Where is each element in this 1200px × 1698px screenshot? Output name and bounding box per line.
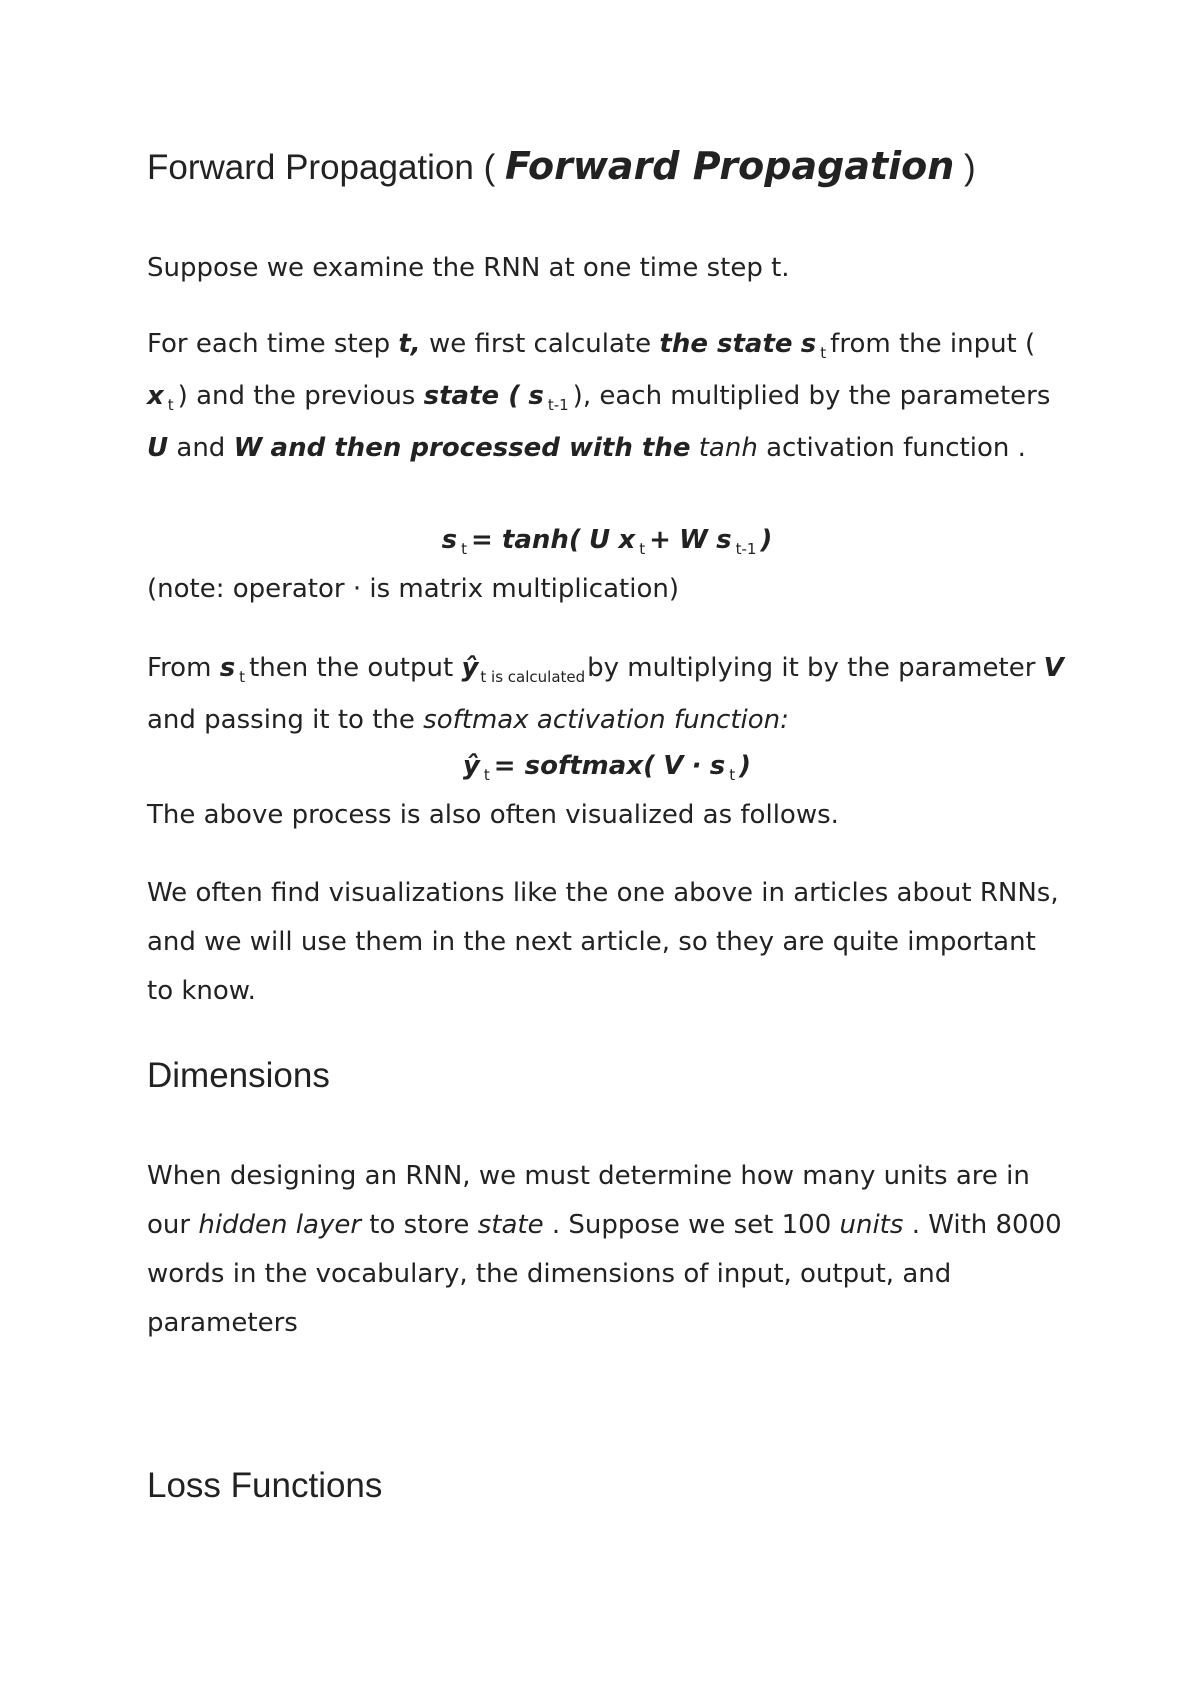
term-state: state: [477, 1210, 544, 1240]
subscript: t: [729, 766, 736, 784]
var-W: W: [679, 525, 708, 555]
text: . Suppose we set 100: [551, 1210, 832, 1240]
heading-close-paren: ): [964, 148, 976, 187]
formula-dot: ·: [691, 751, 702, 781]
paragraph-note: (note: operator · is matrix multiplication): [147, 574, 679, 604]
formula-plus: +: [649, 525, 671, 555]
var-s: s: [528, 381, 544, 411]
paragraph-state-calculation: [147, 320, 1067, 473]
paragraph-dimensions: [147, 1152, 1067, 1348]
text: to store: [369, 1210, 470, 1240]
text: by multiplying it by the parameter: [587, 653, 1036, 683]
formula-text: = tanh(: [471, 525, 581, 555]
text: and passing it to the: [147, 705, 415, 735]
var-x: x: [618, 525, 636, 555]
paragraph-output-calculation: [147, 644, 1067, 745]
text: . With 8000 words in the vocabulary, the dimensions of input, output, and parameters: [147, 1210, 1062, 1338]
subscript: t-1: [735, 540, 757, 558]
subscript: t: [167, 396, 174, 414]
var-s: s: [441, 525, 458, 555]
var-U: U: [147, 433, 169, 463]
heading-text: Forward Propagation (: [147, 148, 496, 187]
heading-forward-propagation: [147, 143, 1067, 191]
text: activation function .: [766, 433, 1026, 463]
var-x: x: [147, 381, 164, 411]
subscript: t-1: [547, 396, 569, 414]
formula-close: ): [760, 525, 773, 555]
heading-loss-functions: Loss Functions: [147, 1466, 383, 1505]
heading-dimensions: Dimensions: [147, 1056, 330, 1095]
formula-close: ): [739, 751, 752, 781]
text: For each time step: [147, 329, 391, 359]
subscript: t: [820, 344, 827, 362]
paragraph-visualized: The above process is also often visualized as follows.: [147, 800, 839, 830]
term-tanh: tanh: [698, 433, 758, 463]
subscript: t: [239, 668, 246, 686]
text: ) and the previous: [177, 381, 416, 411]
var-yhat: ŷ: [461, 653, 479, 683]
subscript: t: [639, 540, 646, 558]
term-state: state (: [423, 381, 521, 411]
var-yhat: ŷ: [462, 751, 480, 781]
term-the-state: the state: [659, 329, 793, 359]
var-V: V: [1043, 653, 1064, 683]
paragraph-intro: Suppose we examine the RNN at one time step t.: [147, 253, 790, 283]
text: (: [1025, 329, 1036, 359]
paragraph-visualizations: We often find visualizations like the one above in articles about RNNs, and we will use them in the next article, so they are quite important to know.: [147, 878, 1059, 1006]
text: From: [147, 653, 212, 683]
subscript: t: [461, 540, 468, 558]
var-V: V: [663, 751, 684, 781]
heading-emphasis: Forward Propagation: [504, 144, 955, 188]
var-s: s: [219, 653, 236, 683]
var-s: s: [709, 751, 726, 781]
text: from the input: [830, 329, 1017, 359]
term-softmax: softmax activation function:: [423, 705, 789, 735]
term-units: units: [839, 1210, 904, 1240]
text: and: [176, 433, 226, 463]
small-text: t is calculated: [480, 668, 586, 686]
term-hidden-layer: hidden layer: [198, 1210, 362, 1240]
text: ), each multiplied by the parameters: [572, 381, 1051, 411]
var-s: s: [800, 329, 817, 359]
text-bold: and then processed with the: [270, 433, 691, 463]
formula-state: [147, 516, 1067, 568]
formula-text: = softmax(: [493, 751, 655, 781]
text: When designing an RNN, we must determine how many units are in our: [147, 1161, 1030, 1240]
var-U: U: [589, 525, 611, 555]
var-W: W: [233, 433, 263, 463]
text: then the output: [249, 653, 454, 683]
text: we first calculate: [428, 329, 652, 359]
var-s: s: [716, 525, 732, 555]
subscript: t: [483, 766, 490, 784]
formula-output: [147, 742, 1067, 794]
var-t: t,: [398, 329, 421, 359]
